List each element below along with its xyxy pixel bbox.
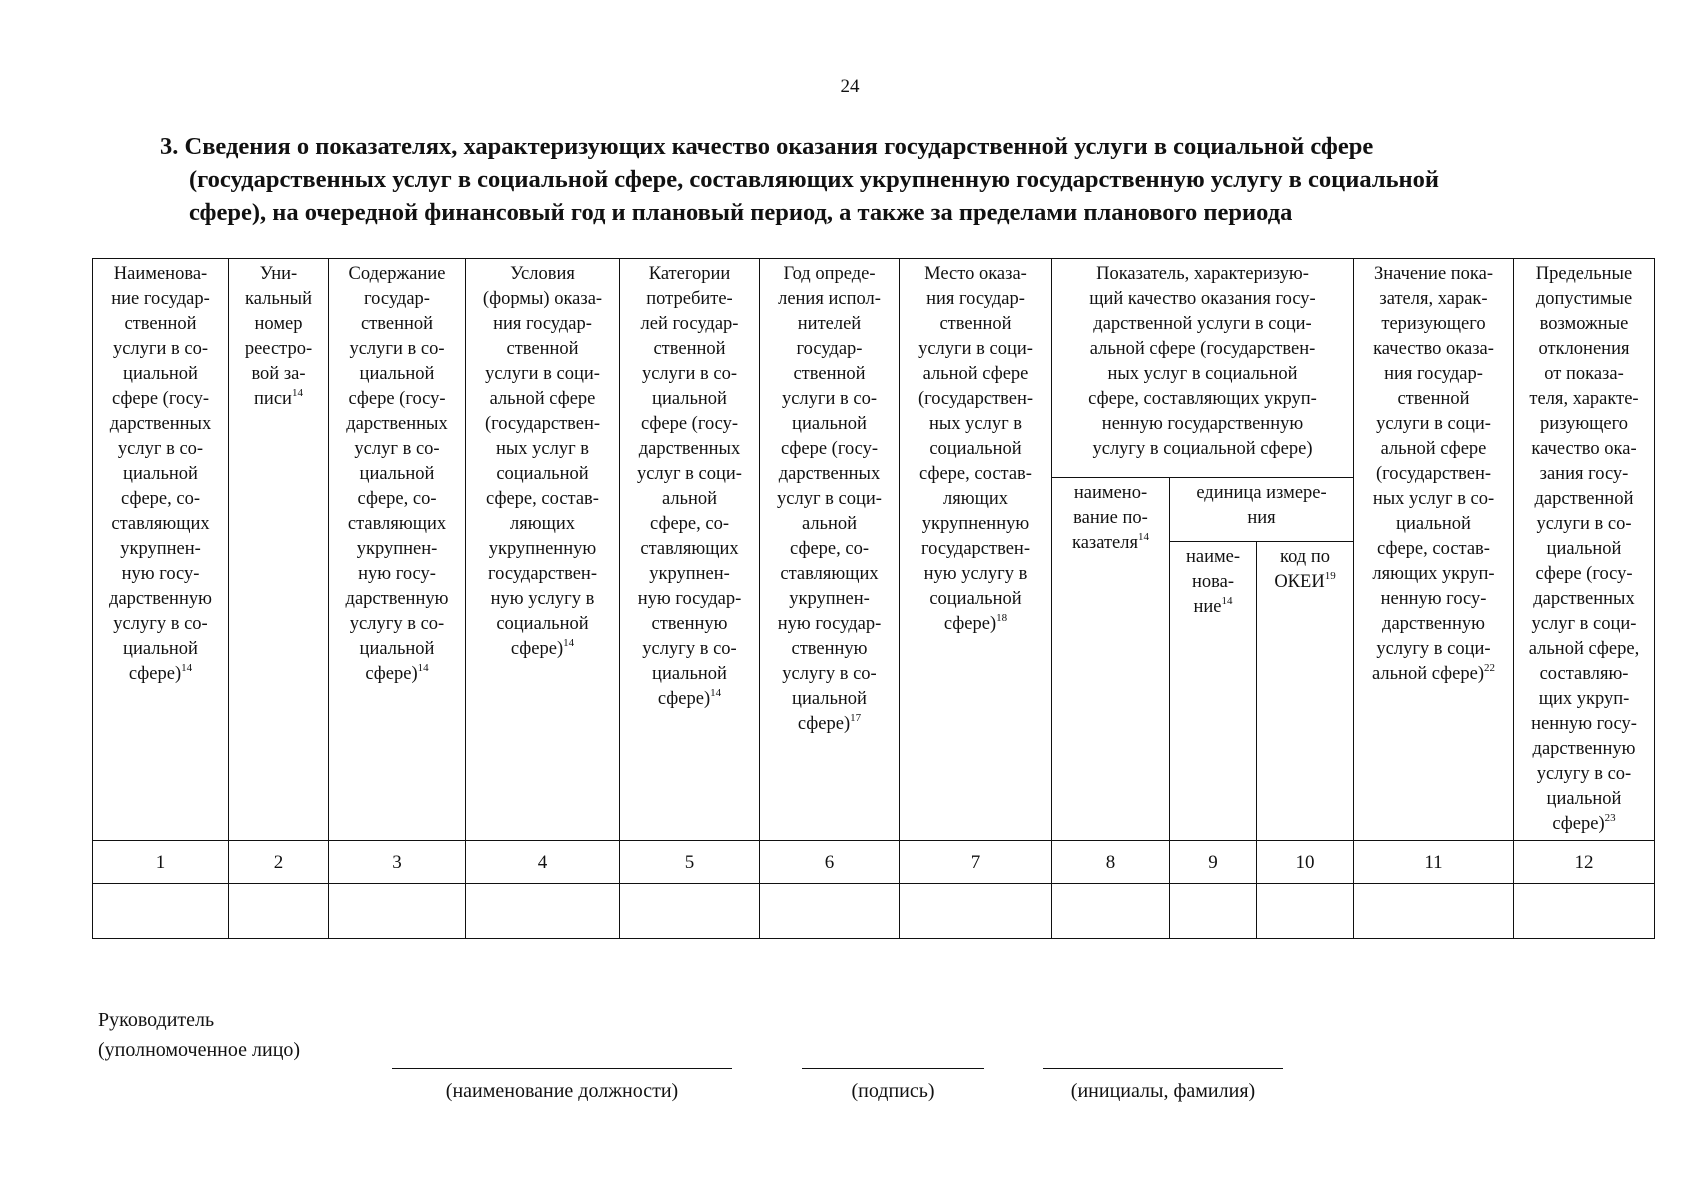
header-indicator-name: наимено- вание по- казателя$^{14}$: [1052, 478, 1170, 841]
table-cell-empty[interactable]: [620, 884, 760, 939]
signature-block: [98, 1005, 300, 1065]
column-number: 7: [900, 841, 1052, 884]
column-numbers-row: [93, 841, 1655, 884]
header-contractor-year: Год опреде- ления испол- нителей государ- ственной услуги в со- циальной сфере (госу- дарственных услуг в соци- альной сфере, со- ставляющих укрупнен- ную государ- ственную услугу в со- циальной сфере)$^{17}$: [760, 259, 900, 841]
column-number: 4: [466, 841, 620, 884]
signatory-role: Руководитель: [98, 1009, 215, 1031]
column-number: 3: [329, 841, 466, 884]
signatory-role-note: (уполномоченное лицо): [98, 1039, 301, 1061]
table-cell-empty[interactable]: [1514, 884, 1655, 939]
page-number: 24: [840, 76, 860, 97]
column-number: 2: [229, 841, 329, 884]
column-number: 5: [620, 841, 760, 884]
name-line[interactable]: [1043, 1068, 1283, 1069]
section-title-line-3: сфере), на очередной финансовый год и плановый период, а также за пределами планового периода: [189, 199, 1293, 226]
column-number: 10: [1257, 841, 1354, 884]
header-consumer-categories: Категории потребите- лей государ- ственной услуги в со- циальной сфере (госу- дарственных услуг в соци- альной сфере, со- ставляющих укрупнен- ную государ- ственную услугу в со- циальной сфере)$^{14}$: [620, 259, 760, 841]
name-caption: (инициалы, фамилия): [1070, 1080, 1256, 1102]
section-title-line-1: 3. Сведения о показателях, характеризующих качество оказания государственной услуги в социальной сфере: [160, 133, 1374, 160]
table-cell-empty[interactable]: [1170, 884, 1257, 939]
column-number: 12: [1514, 841, 1655, 884]
table-cell-empty[interactable]: [93, 884, 229, 939]
header-registry-number: Уни- кальный номер реестро- вой за- писи$^{14}$: [229, 259, 329, 841]
table-cell-empty[interactable]: [1257, 884, 1354, 939]
quality-indicators-table: [92, 258, 1655, 939]
header-service-name: Наименова- ние государ- ственной услуги в со- циальной сфере (госу- дарственных услуг в со- циальной сфере, со- ставляющих укрупнен- ную госу- дарственную услугу в со- циальной сфере)$^{14}$: [93, 259, 229, 841]
table-cell-empty[interactable]: [466, 884, 620, 939]
table-cell-empty[interactable]: [900, 884, 1052, 939]
header-unit-group: единица измере- ния: [1170, 478, 1354, 542]
column-number: 11: [1354, 841, 1514, 884]
header-service-content: Содержание государ- ственной услуги в со- циальной сфере (госу- дарственных услуг в со- циальной сфере, со- ставляющих укрупнен- ную госу- дарственную услугу в со- циальной сфере)$^{14}$: [329, 259, 466, 841]
table-cell-empty[interactable]: [229, 884, 329, 939]
column-number: 1: [93, 841, 229, 884]
column-number: 9: [1170, 841, 1257, 884]
position-caption: (наименование должности): [445, 1080, 679, 1102]
section-title-line-2: (государственных услуг в социальной сфере, составляющих укрупненную государственную услугу в социальной: [189, 166, 1440, 193]
table-cell-empty[interactable]: [760, 884, 900, 939]
position-line[interactable]: [392, 1068, 732, 1069]
column-number: 6: [760, 841, 900, 884]
signature-caption: (подпись): [851, 1080, 935, 1102]
table-cell-empty[interactable]: [1052, 884, 1170, 939]
header-allowed-deviations: Предельные допустимые возможные отклонения от показа- теля, характе- ризующего качество ока- зания госу- дарственной услуги в со- циальной сфере (госу- дарственных услуг в соци- альной сфере, составляю- щих укруп- ненную госу- дарственную услугу в со- циальной сфере)$^{23}$: [1514, 259, 1655, 841]
signature-line[interactable]: [802, 1068, 984, 1069]
column-number: 8: [1052, 841, 1170, 884]
header-quality-indicator-group: Показатель, характеризую- щий качество оказания госу- дарственной услуги в соци- альной сфере (государствен- ных услуг в социальной сфере, составляющих укруп- ненную государственную услугу в социальной сфере): [1052, 259, 1354, 478]
header-service-place: Место оказа- ния государ- ственной услуги в соци- альной сфере (государствен- ных услуг в социальной сфере, состав- ляющих укрупненную государствен- ную услугу в социальной сфере)$^{18}$: [900, 259, 1052, 841]
table-cell-empty[interactable]: [329, 884, 466, 939]
header-row-1: [93, 259, 1655, 478]
header-service-conditions: Условия (формы) оказа- ния государ- ственной услуги в соци- альной сфере (государствен- ных услуг в социальной сфере, состав- ляющих укрупненную государствен- ную услугу в социальной сфере)$^{14}$: [466, 259, 620, 841]
header-okei-code: код по ОКЕИ$^{19}$: [1257, 542, 1354, 841]
section-title: [160, 130, 1660, 229]
data-entry-row: [93, 884, 1655, 939]
header-indicator-value: Значение пока- зателя, харак- теризующего качество оказа- ния государ- ственной услуги в соци- альной сфере (государствен- ных услуг в со- циальной сфере, состав- ляющих укруп- ненную госу- дарственную услугу в соци- альной сфере)$^{22}$: [1354, 259, 1514, 841]
table-cell-empty[interactable]: [1354, 884, 1514, 939]
header-unit-name: наиме- нова- ние$^{14}$: [1170, 542, 1257, 841]
